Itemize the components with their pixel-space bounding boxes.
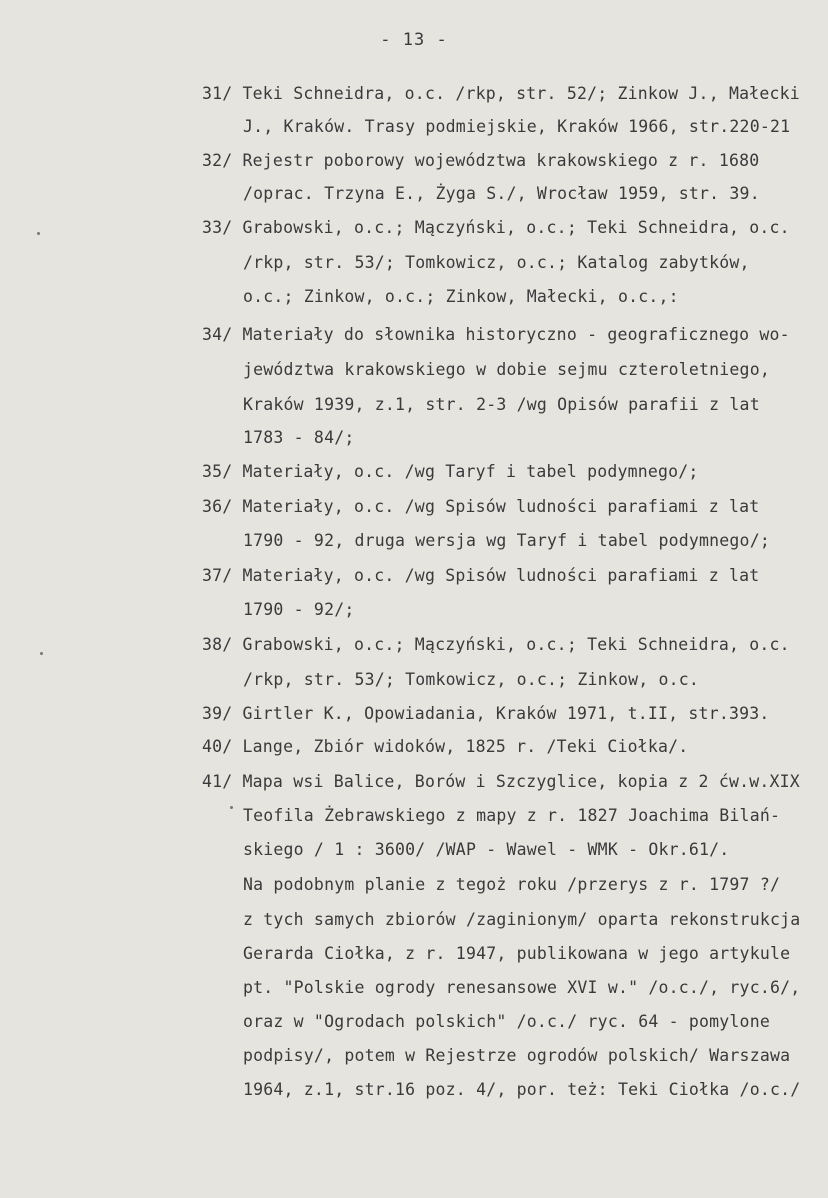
footnote-37-line-1: 37/ Materiały, o.c. /wg Spisów ludności parafiami z lat xyxy=(202,566,760,585)
footnote-41-line-4: Na podobnym planie z tegoż roku /przerys z r. 1797 ?/ xyxy=(243,875,781,894)
footnote-31-line-1: 31/ Teki Schneidra, o.c. /rkp, str. 52/; Zinkow J., Małecki xyxy=(202,84,800,103)
footnote-34-line-2: jewództwa krakowskiego w dobie sejmu czteroletniego, xyxy=(243,360,770,379)
footnote-40-line-1: 40/ Lange, Zbiór widoków, 1825 r. /Teki Ciołka/. xyxy=(202,737,689,756)
margin-speck xyxy=(37,232,40,235)
footnote-41-line-8: oraz w "Ogrodach polskich" /o.c./ ryc. 64 - pomylone xyxy=(243,1012,770,1031)
footnote-38-line-1: 38/ Grabowski, o.c.; Mączyński, o.c.; Teki Schneidra, o.c. xyxy=(202,635,790,654)
footnote-41-line-1: 41/ Mapa wsi Balice, Borów i Szczyglice, kopia z 2 ćw.w.XIX xyxy=(202,772,800,791)
footnote-36-line-2: 1790 - 92, druga wersja wg Taryf i tabel podymnego/; xyxy=(243,531,770,550)
footnote-32-line-2: /oprac. Trzyna E., Żyga S./, Wrocław 1959, str. 39. xyxy=(243,184,760,203)
footnote-38-line-2: /rkp, str. 53/; Tomkowicz, o.c.; Zinkow, o.c. xyxy=(243,670,700,689)
footnote-41-line-7: pt. "Polskie ogrody renesansowe XVI w." /o.c./, ryc.6/, xyxy=(243,978,801,997)
margin-speck xyxy=(230,806,233,809)
footnote-41-line-6: Gerarda Ciołka, z r. 1947, publikowana w jego artykule xyxy=(243,944,791,963)
footnote-39-line-1: 39/ Girtler K., Opowiadania, Kraków 1971, t.II, str.393. xyxy=(202,704,770,723)
page-number: - 13 - xyxy=(380,30,448,50)
footnote-31-line-2: J., Kraków. Trasy podmiejskie, Kraków 1966, str.220-21 xyxy=(243,117,791,136)
footnote-34-line-1: 34/ Materiały do słownika historyczno - geograficznego wo- xyxy=(202,325,790,344)
footnote-36-line-1: 36/ Materiały, o.c. /wg Spisów ludności parafiami z lat xyxy=(202,497,760,516)
footnote-35-line-1: 35/ Materiały, o.c. /wg Taryf i tabel podymnego/; xyxy=(202,462,699,481)
footnote-41-line-5: z tych samych zbiorów /zaginionym/ oparta rekonstrukcja xyxy=(243,910,801,929)
footnote-34-line-4: 1783 - 84/; xyxy=(243,428,355,447)
footnote-41-line-2: Teofila Żebrawskiego z mapy z r. 1827 Joachima Bilań- xyxy=(243,806,781,825)
margin-speck xyxy=(40,652,43,655)
footnote-33-line-3: o.c.; Zinkow, o.c.; Zinkow, Małecki, o.c.,: xyxy=(243,287,679,306)
footnote-41-line-10: 1964, z.1, str.16 poz. 4/, por. też: Teki Ciołka /o.c./ xyxy=(243,1080,801,1099)
footnote-34-line-3: Kraków 1939, z.1, str. 2-3 /wg Opisów parafii z lat xyxy=(243,395,760,414)
footnote-41-line-3: skiego / 1 : 3600/ /WAP - Wawel - WMK - Okr.61/. xyxy=(243,840,730,859)
footnote-37-line-2: 1790 - 92/; xyxy=(243,600,355,619)
footnote-33-line-1: 33/ Grabowski, o.c.; Mączyński, o.c.; Teki Schneidra, o.c. xyxy=(202,218,790,237)
footnote-33-line-2: /rkp, str. 53/; Tomkowicz, o.c.; Katalog zabytków, xyxy=(243,253,750,272)
footnote-41-line-9: podpisy/, potem w Rejestrze ogrodów polskich/ Warszawa xyxy=(243,1046,791,1065)
footnote-32-line-1: 32/ Rejestr poborowy województwa krakowskiego z r. 1680 xyxy=(202,151,760,170)
